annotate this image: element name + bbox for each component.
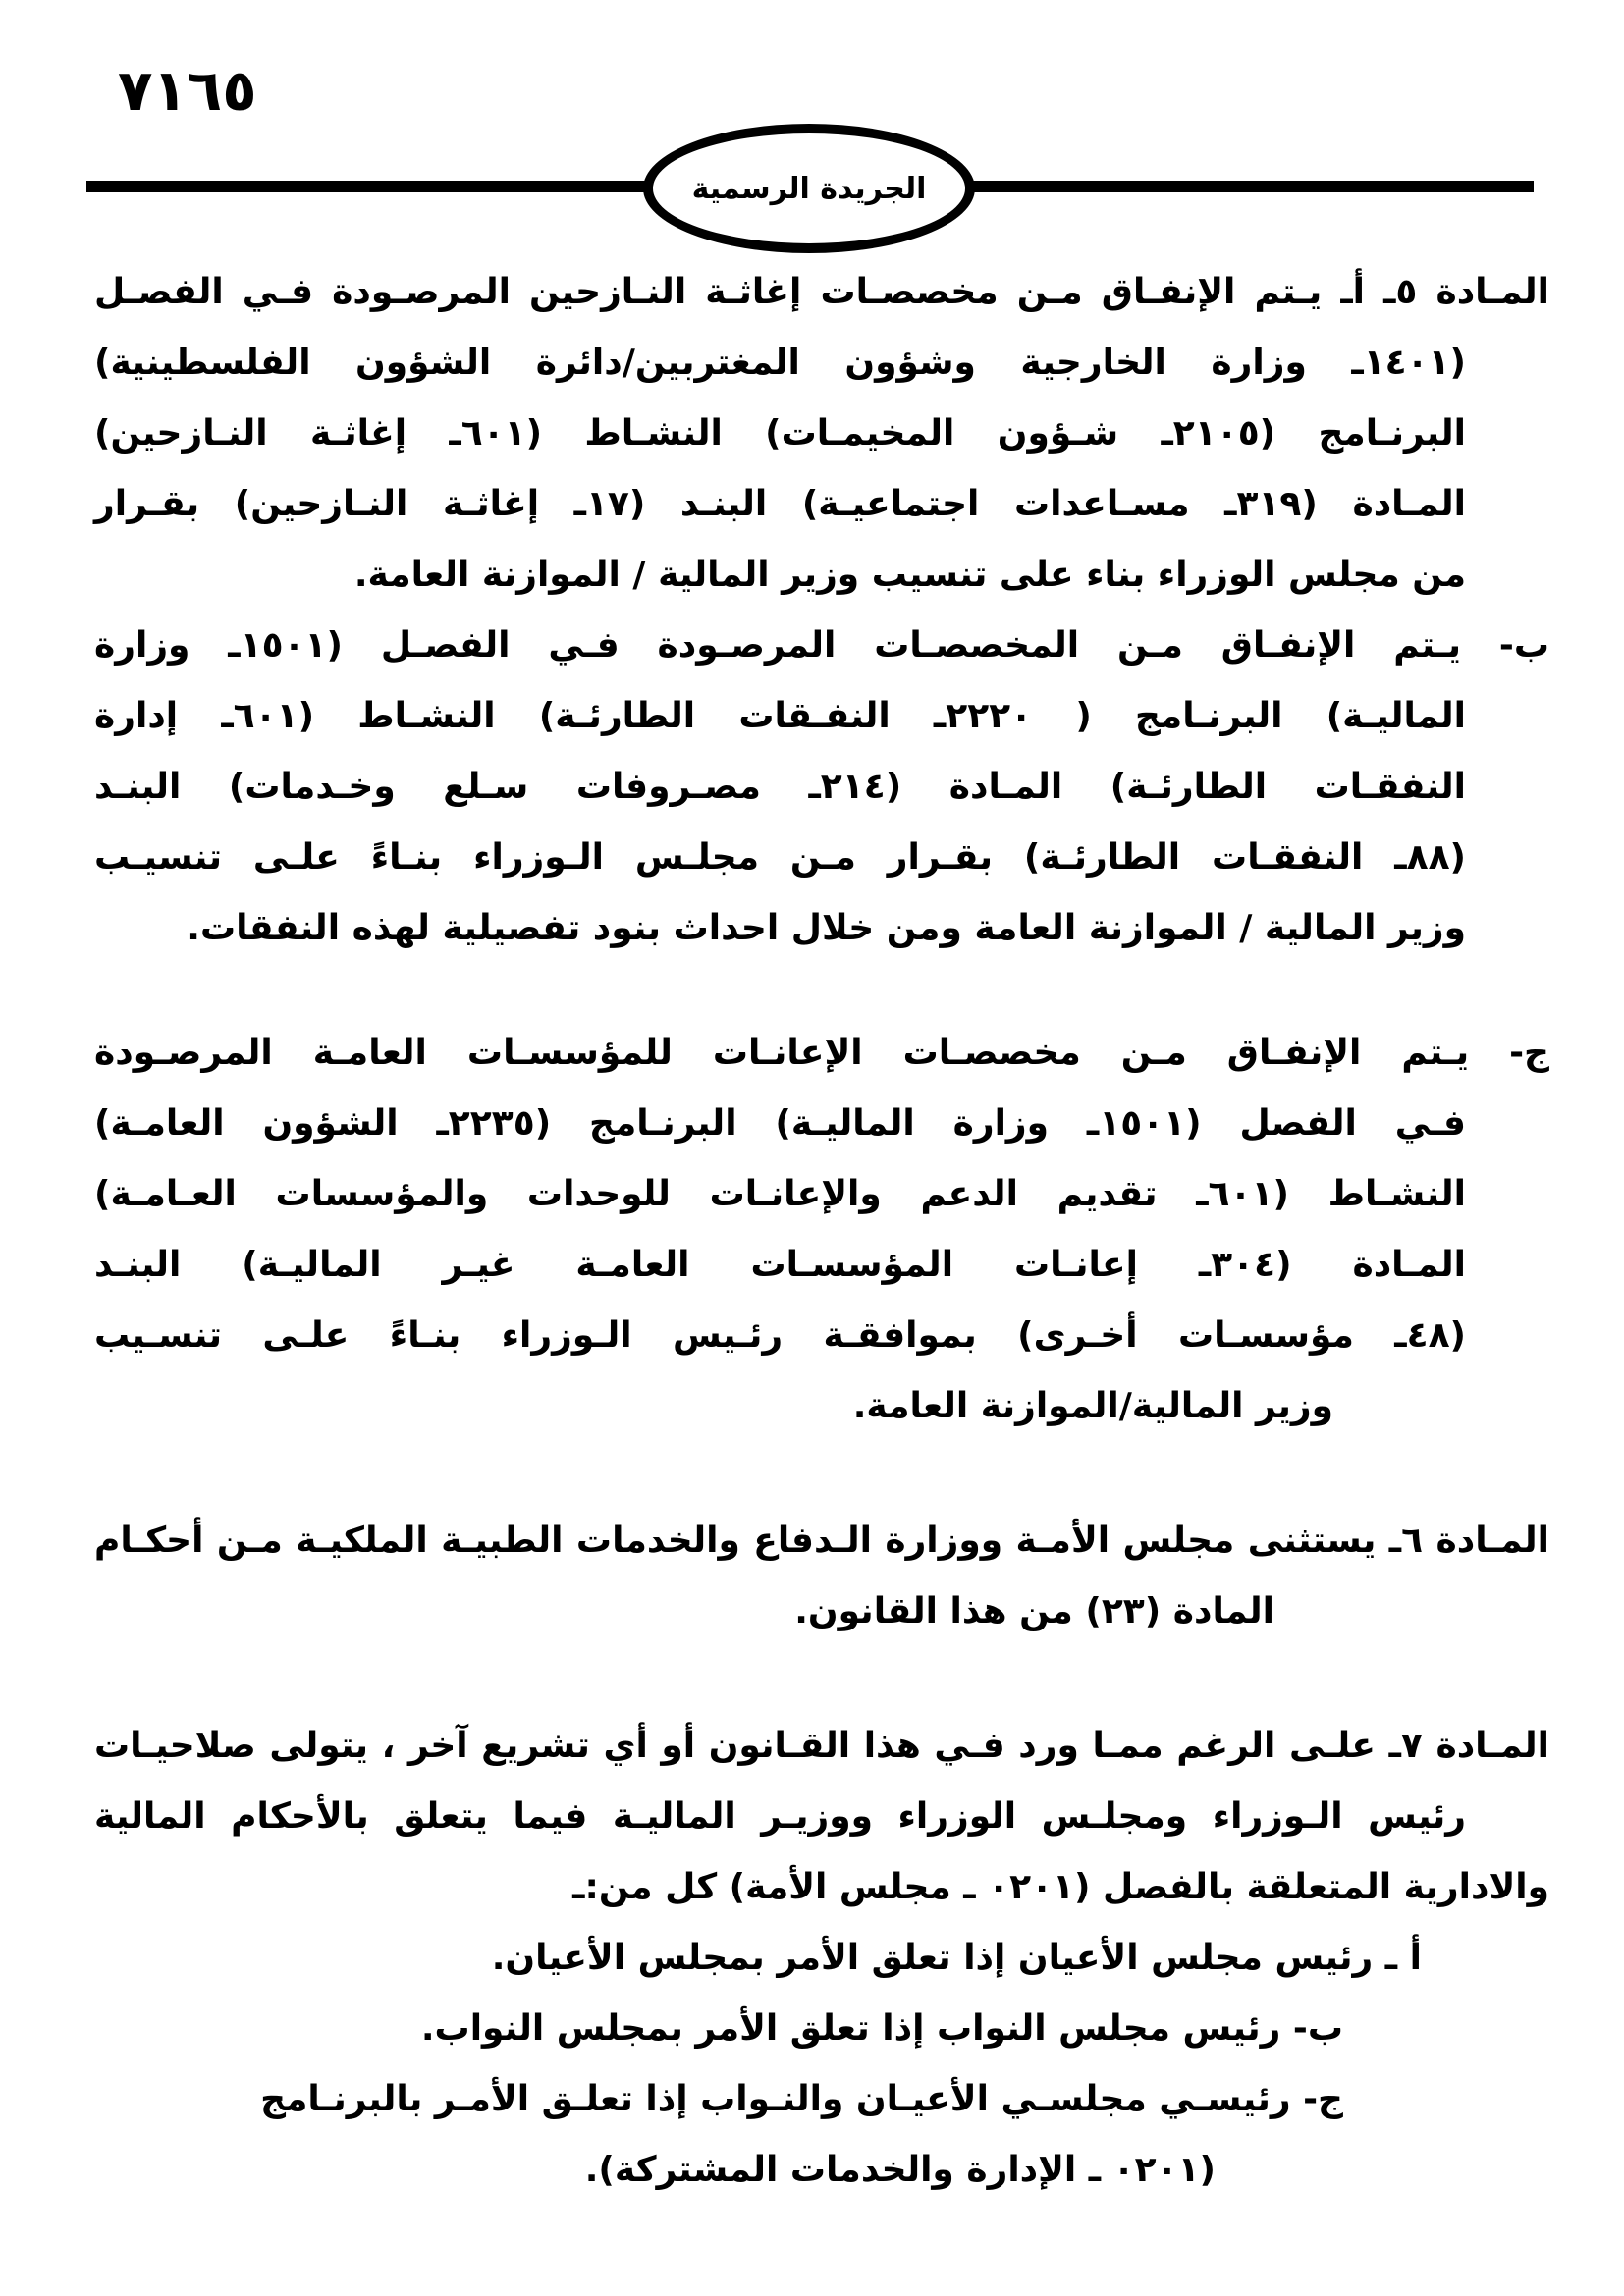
article-5b-line-5: وزير المالية / الموازنة العامة ومن خلال احداث بنود تفصيلية لهذه النفقات. (187, 908, 1466, 948)
article-7-item-c-line-2: (٠٢٠١ ـ الإدارة والخدمات المشتركة). (584, 2150, 1216, 2190)
article-5c-line-5: (٤٨ـ مؤسسـات أخـرى) بموافقـة رئـيس الـوزراء بنـاءً علـى تنسـيب (94, 1315, 1466, 1356)
article-6-line-1: المـادة ٦ـ يستثنى مجلس الأمـة ووزارة الـدفاع والخدمات الطبيـة الملكيـة مـن أحكـام (94, 1521, 1550, 1561)
article-5b-line-4: (٨٨ـ النفقـات الطارئـة) بقـرار مـن مجلـس الـوزراء بنـاءً علـى تنسيـب (94, 837, 1466, 878)
document-body (94, 257, 1549, 2206)
article-5b-line-3: النفقـات الطارئـة) المـادة (٢١٤ـ مصـروفات سـلع وخـدمات) البنـد (94, 767, 1466, 807)
article-7-item-c-line-1: ج- رئيسـي مجلسـي الأعيـان والنـواب إذا تعلـق الأمـر بالبرنـامج (260, 2079, 1343, 2119)
article-5a-line-4: المـادة (٣١٩ـ مسـاعدات اجتماعيـة) البنـد (١٧ـ إغاثـة النـازحين) بقـرار (94, 484, 1466, 524)
article-7-line-2: رئيس الـوزراء ومجلـس الوزراء ووزيـر الماليـة فيما يتعلق بالأحكام المالية (94, 1796, 1466, 1837)
article-6-line-2: المادة (٢٣) من هذا القانون. (794, 1591, 1274, 1631)
article-7-line-3: والادارية المتعلقة بالفصل (٠٢٠١ ـ مجلس الأمة) كل من:ـ (572, 1867, 1549, 1907)
article-5a-line-1: المـادة ٥ـ أـ يـتم الإنفـاق مـن مخصصـات إغاثـة النـازحين المرصـودة فـي الفصـل (94, 272, 1549, 312)
article-7-line-1: المـادة ٧ـ علـى الرغم ممـا ورد فـي هذا القـانون أو أي تشريع آخر ، يتولى صلاحيـات (94, 1726, 1549, 1766)
article-5b-line-1: ب- يـتم الإنفـاق مـن المخصصـات المرصـودة فـي الفصـل (١٥٠١ـ وزارة (94, 625, 1549, 666)
page-number: ٧١٦٥ (118, 57, 257, 124)
article-5a-line-3: البرنـامج (٢١٠٥ـ شـؤون المخيمـات) النشـاط (٦٠١ـ إغاثـة النـازحين) (94, 413, 1466, 454)
article-7-item-b: ب- رئيس مجلس النواب إذا تعلق الأمر بمجلس النواب. (420, 2008, 1343, 2049)
article-5b-line-2: الماليـة) البرنـامج ( ٢٢٢٠ـ النفـقات الطارئـة) النشـاط (٦٠١ـ إدارة (94, 696, 1467, 736)
gazette-badge (643, 124, 975, 253)
article-5a-line-5: من مجلس الوزراء بناء على تنسيب وزير المالية / الموازنة العامة. (353, 555, 1466, 595)
article-5c-line-3: النشـاط (٦٠١ـ تقديم الدعم والإعانـات للوحدات والمؤسسات العـامـة) (94, 1174, 1466, 1214)
article-5a-line-2: (١٤٠١ـ وزارة الخارجية وشؤون المغتربين/دائرة الشؤون الفلسطينية) (94, 343, 1466, 383)
article-7-item-a: أ ـ رئيس مجلس الأعيان إذا تعلق الأمر بمجلس الأعيان. (491, 1938, 1422, 1978)
article-5c-line-2: فـي الفصل (١٥٠١ـ وزارة الماليـة) البرنـامج (٢٢٣٥ـ الشؤون العامـة) (94, 1103, 1466, 1144)
article-5c-line-6: وزير المالية/الموازنة العامة. (852, 1386, 1333, 1426)
article-5c-line-4: المـادة (٣٠٤ـ إعانـات المؤسسـات العامـة غيـر الماليـة) البنـد (94, 1245, 1466, 1285)
gazette-badge-label: الجريدة الرسمية (691, 171, 927, 206)
article-5c-line-1: ج- يـتم الإنفـاق مـن مخصصـات الإعانـات للمؤسسـات العامـة المرصـودة (94, 1033, 1549, 1073)
